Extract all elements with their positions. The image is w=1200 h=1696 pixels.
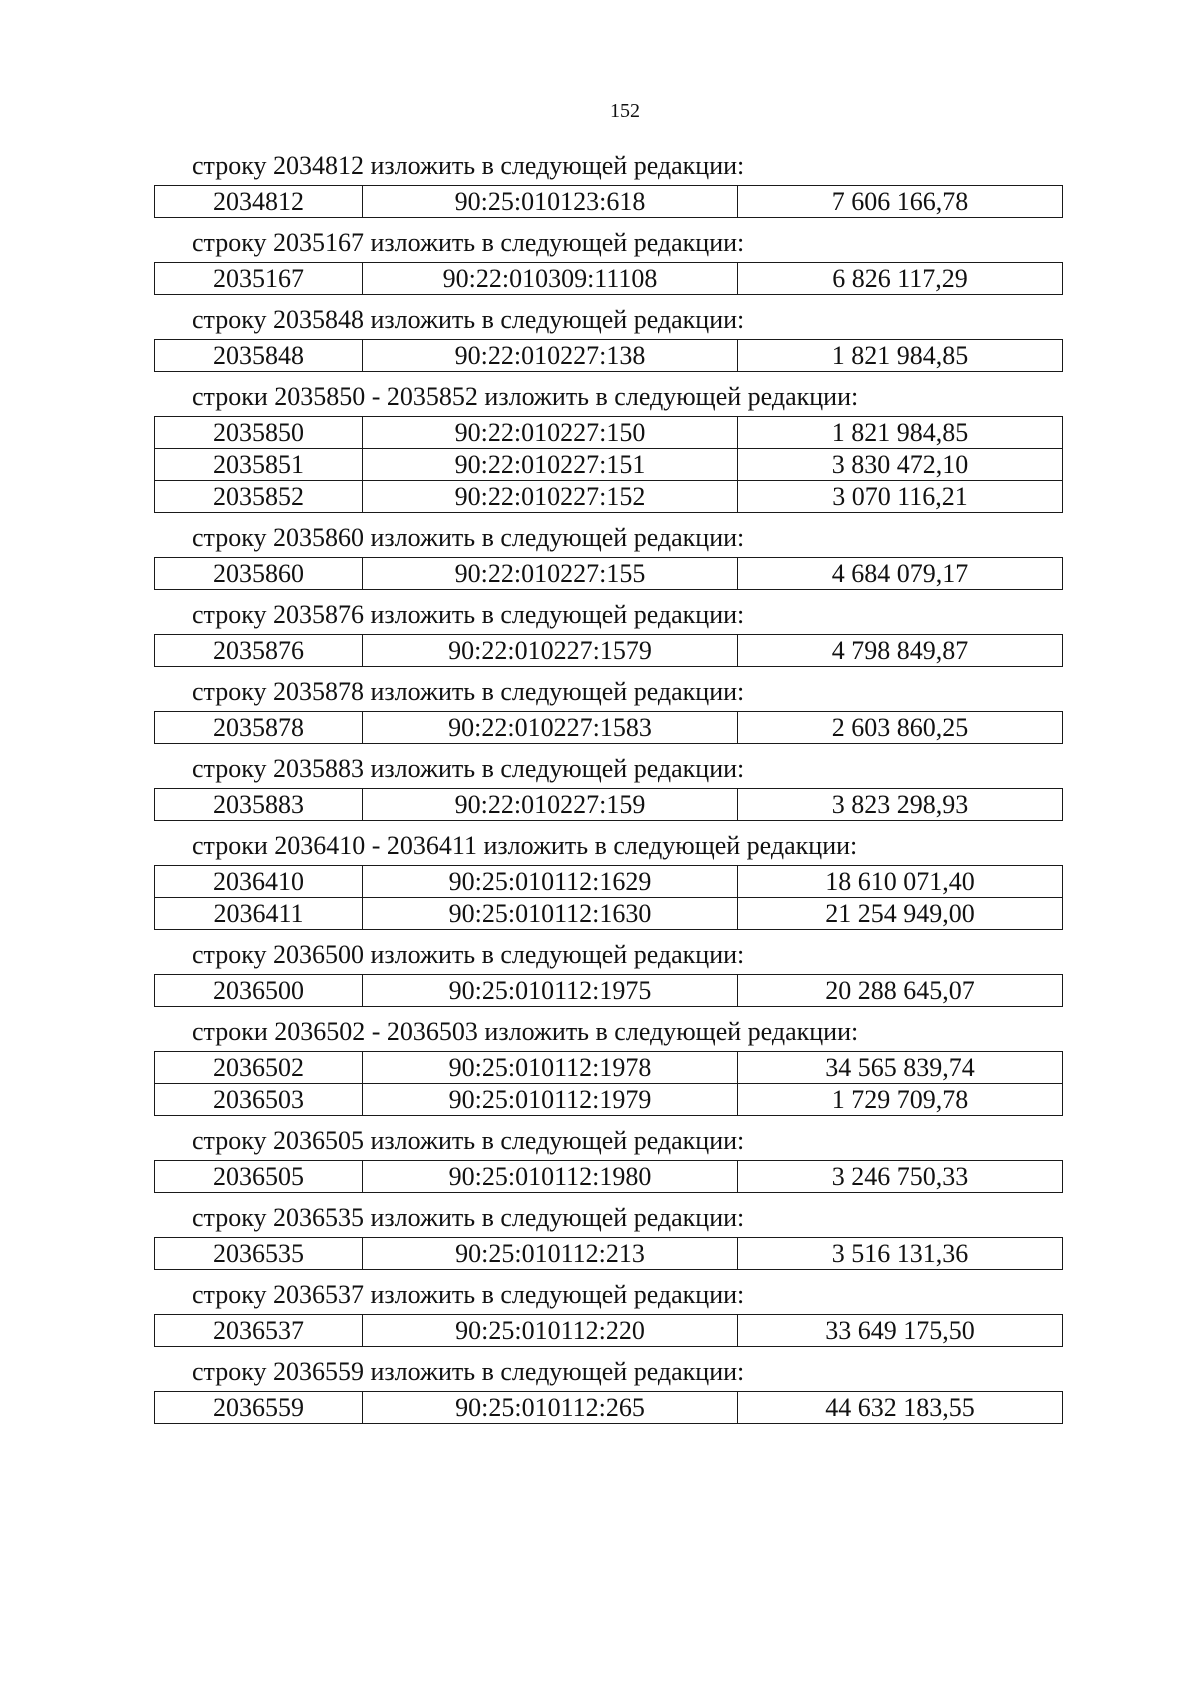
- document-body: [154, 150, 1062, 1433]
- row-number-cell: 2034812: [155, 186, 363, 218]
- cadastral-number-cell: 90:25:010112:265: [363, 1392, 738, 1424]
- table-row: [155, 1161, 1063, 1193]
- amendment-table: [154, 711, 1063, 744]
- cadastral-value-cell: 3 830 472,10: [738, 449, 1063, 481]
- amendment-heading: строку 2035883 изложить в следующей редакции:: [192, 754, 745, 783]
- amendment-heading: строку 2034812 изложить в следующей редакции:: [192, 151, 745, 180]
- row-number-cell: 2035851: [155, 449, 363, 481]
- amendment-table: [154, 557, 1063, 590]
- amendment-heading: строку 2036500 изложить в следующей редакции:: [192, 940, 745, 969]
- amendment-block: [154, 227, 1062, 295]
- amendment-block: [154, 753, 1062, 821]
- table-row: [155, 449, 1063, 481]
- cadastral-number-cell: 90:22:010227:152: [363, 481, 738, 513]
- amendment-table: [154, 788, 1063, 821]
- table-row: [155, 789, 1063, 821]
- row-number-cell: 2035167: [155, 263, 363, 295]
- row-number-cell: 2035883: [155, 789, 363, 821]
- amendment-heading: строку 2035848 изложить в следующей редакции:: [192, 305, 745, 334]
- amendment-table: [154, 262, 1063, 295]
- amendment-heading: строку 2036559 изложить в следующей редакции:: [192, 1357, 745, 1386]
- row-number-cell: 2036535: [155, 1238, 363, 1270]
- table-row: [155, 186, 1063, 218]
- cadastral-number-cell: 90:25:010112:1630: [363, 898, 738, 930]
- table-row: [155, 1084, 1063, 1116]
- amendment-table: [154, 1051, 1063, 1116]
- cadastral-value-cell: 2 603 860,25: [738, 712, 1063, 744]
- amendment-table: [154, 1391, 1063, 1424]
- row-number-cell: 2036559: [155, 1392, 363, 1424]
- row-number-cell: 2035878: [155, 712, 363, 744]
- cadastral-value-cell: 1 821 984,85: [738, 340, 1063, 372]
- row-number-cell: 2036502: [155, 1052, 363, 1084]
- amendment-heading: строки 2036410 - 2036411 изложить в следующей редакции:: [192, 831, 858, 860]
- amendment-heading: строку 2036505 изложить в следующей редакции:: [192, 1126, 745, 1155]
- cadastral-number-cell: 90:25:010123:618: [363, 186, 738, 218]
- cadastral-value-cell: 4 684 079,17: [738, 558, 1063, 590]
- amendment-heading: строку 2036535 изложить в следующей редакции:: [192, 1203, 745, 1232]
- amendment-table: [154, 185, 1063, 218]
- table-row: [155, 866, 1063, 898]
- table-row: [155, 263, 1063, 295]
- table-row: [155, 1392, 1063, 1424]
- cadastral-value-cell: 33 649 175,50: [738, 1315, 1063, 1347]
- table-row: [155, 558, 1063, 590]
- cadastral-number-cell: 90:25:010112:1629: [363, 866, 738, 898]
- amendment-table: [154, 974, 1063, 1007]
- cadastral-number-cell: 90:25:010112:1980: [363, 1161, 738, 1193]
- cadastral-number-cell: 90:22:010309:11108: [363, 263, 738, 295]
- amendment-block: [154, 1279, 1062, 1347]
- row-number-cell: 2035860: [155, 558, 363, 590]
- cadastral-number-cell: 90:22:010227:155: [363, 558, 738, 590]
- table-row: [155, 340, 1063, 372]
- row-number-cell: 2036411: [155, 898, 363, 930]
- cadastral-number-cell: 90:25:010112:1975: [363, 975, 738, 1007]
- amendment-block: [154, 522, 1062, 590]
- cadastral-value-cell: 3 823 298,93: [738, 789, 1063, 821]
- row-number-cell: 2036500: [155, 975, 363, 1007]
- amendment-block: [154, 830, 1062, 930]
- table-row: [155, 975, 1063, 1007]
- cadastral-number-cell: 90:25:010112:213: [363, 1238, 738, 1270]
- amendment-block: [154, 381, 1062, 513]
- row-number-cell: 2035848: [155, 340, 363, 372]
- cadastral-value-cell: 1 821 984,85: [738, 417, 1063, 449]
- amendment-block: [154, 1016, 1062, 1116]
- table-row: [155, 712, 1063, 744]
- table-row: [155, 1238, 1063, 1270]
- row-number-cell: 2036537: [155, 1315, 363, 1347]
- cadastral-value-cell: 3 246 750,33: [738, 1161, 1063, 1193]
- cadastral-number-cell: 90:22:010227:151: [363, 449, 738, 481]
- cadastral-number-cell: 90:25:010112:220: [363, 1315, 738, 1347]
- table-row: [155, 481, 1063, 513]
- amendment-table: [154, 416, 1063, 513]
- amendment-heading: строку 2035876 изложить в следующей редакции:: [192, 600, 745, 629]
- amendment-table: [154, 865, 1063, 930]
- amendment-block: [154, 599, 1062, 667]
- amendment-table: [154, 1160, 1063, 1193]
- cadastral-value-cell: 44 632 183,55: [738, 1392, 1063, 1424]
- cadastral-value-cell: 34 565 839,74: [738, 1052, 1063, 1084]
- amendment-block: [154, 939, 1062, 1007]
- table-row: [155, 635, 1063, 667]
- cadastral-value-cell: 7 606 166,78: [738, 186, 1063, 218]
- amendment-heading: строки 2036502 - 2036503 изложить в следующей редакции:: [192, 1017, 859, 1046]
- amendment-heading: строку 2035878 изложить в следующей редакции:: [192, 677, 745, 706]
- row-number-cell: 2035876: [155, 635, 363, 667]
- table-row: [155, 898, 1063, 930]
- table-row: [155, 1052, 1063, 1084]
- amendment-table: [154, 634, 1063, 667]
- cadastral-value-cell: 20 288 645,07: [738, 975, 1063, 1007]
- amendment-block: [154, 1356, 1062, 1424]
- amendment-heading: строки 2035850 - 2035852 изложить в следующей редакции:: [192, 382, 859, 411]
- cadastral-number-cell: 90:25:010112:1979: [363, 1084, 738, 1116]
- amendment-table: [154, 339, 1063, 372]
- amendment-block: [154, 150, 1062, 218]
- page-number: 152: [610, 100, 640, 122]
- cadastral-value-cell: 18 610 071,40: [738, 866, 1063, 898]
- amendment-heading: строку 2036537 изложить в следующей редакции:: [192, 1280, 745, 1309]
- row-number-cell: 2035852: [155, 481, 363, 513]
- amendment-block: [154, 304, 1062, 372]
- row-number-cell: 2036503: [155, 1084, 363, 1116]
- table-row: [155, 417, 1063, 449]
- table-row: [155, 1315, 1063, 1347]
- amendment-table: [154, 1314, 1063, 1347]
- cadastral-value-cell: 21 254 949,00: [738, 898, 1063, 930]
- amendment-block: [154, 1202, 1062, 1270]
- row-number-cell: 2035850: [155, 417, 363, 449]
- cadastral-value-cell: 3 070 116,21: [738, 481, 1063, 513]
- amendment-table: [154, 1237, 1063, 1270]
- cadastral-value-cell: 6 826 117,29: [738, 263, 1063, 295]
- amendment-block: [154, 1125, 1062, 1193]
- amendment-heading: строку 2035860 изложить в следующей редакции:: [192, 523, 745, 552]
- cadastral-number-cell: 90:22:010227:138: [363, 340, 738, 372]
- cadastral-number-cell: 90:25:010112:1978: [363, 1052, 738, 1084]
- amendment-block: [154, 676, 1062, 744]
- cadastral-number-cell: 90:22:010227:1583: [363, 712, 738, 744]
- cadastral-value-cell: 1 729 709,78: [738, 1084, 1063, 1116]
- row-number-cell: 2036505: [155, 1161, 363, 1193]
- cadastral-number-cell: 90:22:010227:159: [363, 789, 738, 821]
- row-number-cell: 2036410: [155, 866, 363, 898]
- amendment-heading: строку 2035167 изложить в следующей редакции:: [192, 228, 745, 257]
- cadastral-value-cell: 4 798 849,87: [738, 635, 1063, 667]
- cadastral-number-cell: 90:22:010227:150: [363, 417, 738, 449]
- cadastral-number-cell: 90:22:010227:1579: [363, 635, 738, 667]
- cadastral-value-cell: 3 516 131,36: [738, 1238, 1063, 1270]
